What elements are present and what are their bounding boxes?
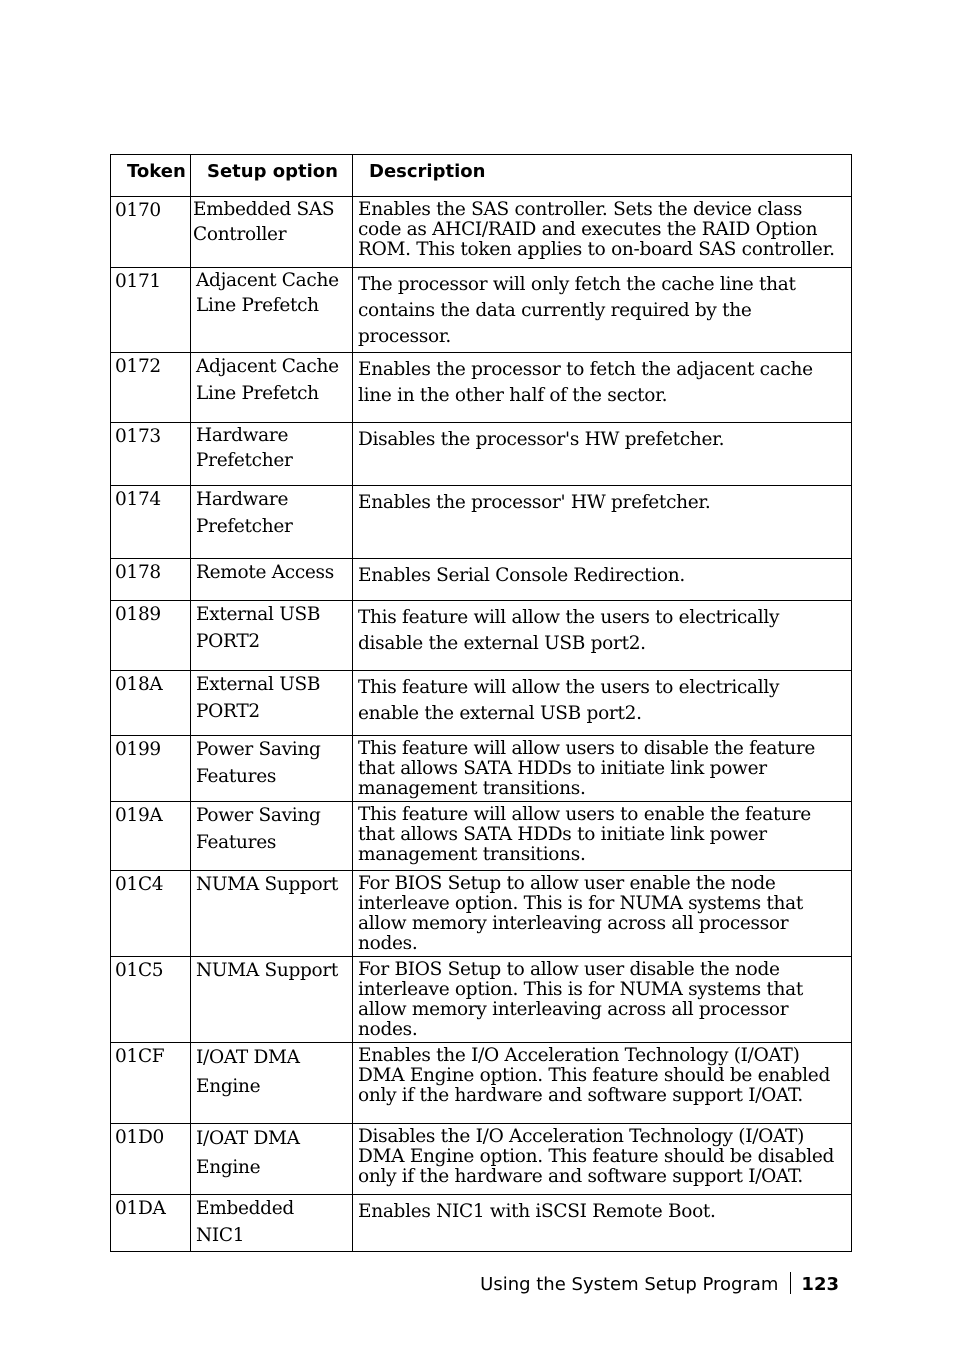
setup-option-cell: Hardware Prefetcher <box>191 486 353 559</box>
token-cell: 01CF <box>111 1043 191 1124</box>
page-footer <box>480 1272 839 1295</box>
setup-option-cell: Adjacent Cache Line Prefetch <box>191 353 353 423</box>
description-cell: Enables the processor to fetch the adjacent cache line in the other half of the sector. <box>353 353 852 423</box>
setup-option-cell: External USB PORT2 <box>191 671 353 736</box>
token-cell: 0170 <box>111 197 191 268</box>
header-setup-option: Setup option <box>191 155 353 197</box>
description-cell: This feature will allow users to enable the feature that allows SATA HDDs to initiate link power management transitions. <box>353 802 852 871</box>
header-token: Token <box>111 155 191 197</box>
description-cell: The processor will only fetch the cache line that contains the data currently required by the processor. <box>353 268 852 353</box>
page-number: 123 <box>801 1274 839 1295</box>
token-cell: 0171 <box>111 268 191 353</box>
setup-option-cell: Embedded NIC1 <box>191 1195 353 1252</box>
table-row <box>111 601 852 671</box>
description-cell: This feature will allow users to disable the feature that allows SATA HDDs to initiate link power management transitions. <box>353 736 852 802</box>
description-cell: This feature will allow the users to electrically disable the external USB port2. <box>353 601 852 671</box>
description-cell: Enables the SAS controller. Sets the device class code as AHCI/RAID and executes the RAID Option ROM. This token applies to on-board SAS controller. <box>353 197 852 268</box>
header-description: Description <box>353 155 852 197</box>
setup-option-cell: External USB PORT2 <box>191 601 353 671</box>
setup-option-cell: Embedded SAS Controller <box>191 197 353 268</box>
description-cell: Enables the processor' HW prefetcher. <box>353 486 852 559</box>
token-cell: 0178 <box>111 559 191 601</box>
setup-option-cell: I/OAT DMA Engine <box>191 1124 353 1195</box>
table-row <box>111 486 852 559</box>
footer-section-title: Using the System Setup Program <box>480 1274 779 1295</box>
description-cell: Disables the processor's HW prefetcher. <box>353 423 852 486</box>
table-row <box>111 197 852 268</box>
table-row <box>111 736 852 802</box>
header-row <box>111 155 852 197</box>
token-cell: 01C5 <box>111 957 191 1043</box>
table-row <box>111 957 852 1043</box>
setup-option-cell: NUMA Support <box>191 957 353 1043</box>
setup-option-cell: Remote Access <box>191 559 353 601</box>
table-row <box>111 1124 852 1195</box>
table-row <box>111 871 852 957</box>
description-cell: For BIOS Setup to allow user disable the node interleave option. This is for NUMA systems that allow memory interleaving across all processor nodes. <box>353 957 852 1043</box>
table-row <box>111 671 852 736</box>
setup-option-cell: NUMA Support <box>191 871 353 957</box>
token-cell: 0174 <box>111 486 191 559</box>
token-cell: 0199 <box>111 736 191 802</box>
token-cell: 01DA <box>111 1195 191 1252</box>
footer-separator <box>790 1272 791 1294</box>
token-cell: 0172 <box>111 353 191 423</box>
setup-option-cell: Power Saving Features <box>191 736 353 802</box>
token-cell: 01C4 <box>111 871 191 957</box>
table-header <box>111 155 852 197</box>
setup-option-cell: Hardware Prefetcher <box>191 423 353 486</box>
table-row <box>111 353 852 423</box>
token-cell: 019A <box>111 802 191 871</box>
token-table <box>110 154 852 1252</box>
table-body <box>111 197 852 1252</box>
table-row <box>111 1195 852 1252</box>
description-cell: Enables the I/O Acceleration Technology (I/OAT) DMA Engine option. This feature should be enabled only if the hardware and software support I/OAT. <box>353 1043 852 1124</box>
description-cell: This feature will allow the users to electrically enable the external USB port2. <box>353 671 852 736</box>
table-row <box>111 1043 852 1124</box>
table-row <box>111 423 852 486</box>
description-cell: Disables the I/O Acceleration Technology (I/OAT) DMA Engine option. This feature should be disabled only if the hardware and software support I/OAT. <box>353 1124 852 1195</box>
setup-option-cell: I/OAT DMA Engine <box>191 1043 353 1124</box>
token-cell: 01D0 <box>111 1124 191 1195</box>
table-row <box>111 268 852 353</box>
description-cell: Enables NIC1 with iSCSI Remote Boot. <box>353 1195 852 1252</box>
token-cell: 0173 <box>111 423 191 486</box>
token-cell: 0189 <box>111 601 191 671</box>
table-row <box>111 559 852 601</box>
description-cell: For BIOS Setup to allow user enable the node interleave option. This is for NUMA systems that allow memory interleaving across all processor nodes. <box>353 871 852 957</box>
setup-option-cell: Adjacent Cache Line Prefetch <box>191 268 353 353</box>
setup-option-cell: Power Saving Features <box>191 802 353 871</box>
description-cell: Enables Serial Console Redirection. <box>353 559 852 601</box>
token-cell: 018A <box>111 671 191 736</box>
table-row <box>111 802 852 871</box>
